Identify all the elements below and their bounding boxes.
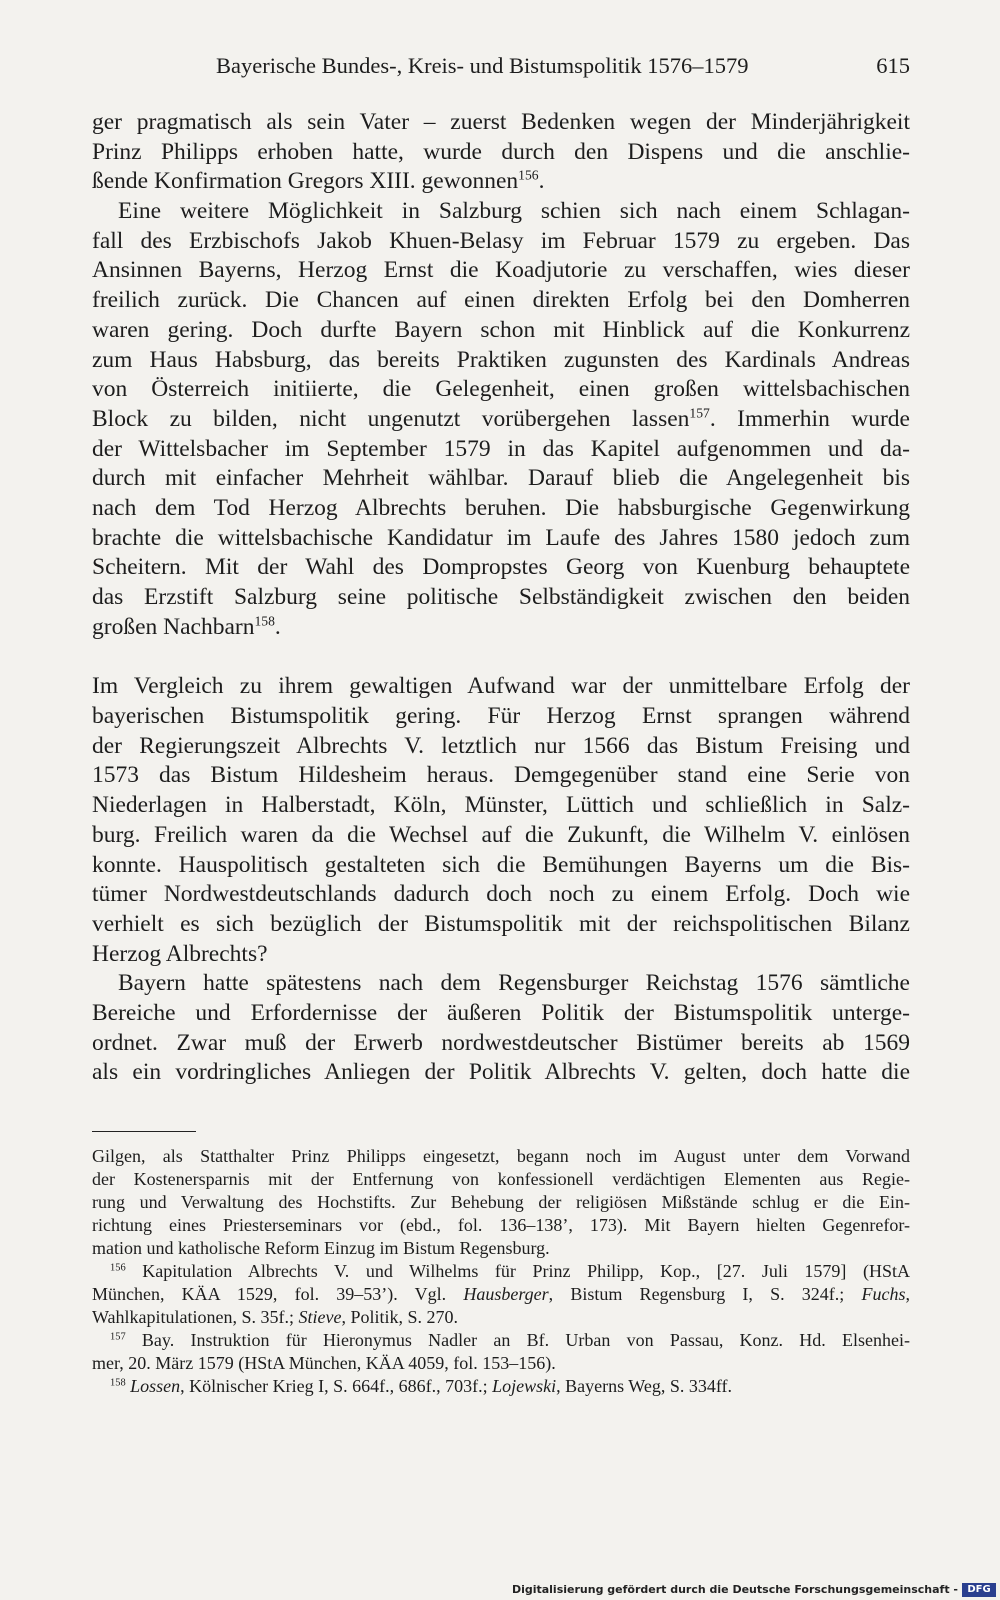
footnote-number: 158 (110, 1377, 126, 1389)
footnote-158 (92, 1375, 910, 1398)
text-line: ordnet. Zwar muß der Erwerb nordwestdeutscher Bistümer bereits ab 1569 (92, 1029, 910, 1056)
text-line: Niederlagen in Halberstadt, Köln, Münster, Lüttich und schließlich in Salz- (92, 792, 910, 819)
text-line: als ein vordringliches Anliegen der Politik Albrechts V. gelten, doch hatte die (92, 1059, 910, 1086)
text-line: bayerischen Bistumspolitik gering. Für Herzog Ernst sprangen während (92, 703, 910, 730)
text-line: waren gering. Doch durfte Bayern schon mit Hinblick auf die Konkurrenz (92, 316, 910, 343)
text-line: durch mit einfacher Mehrheit wählbar. Darauf blieb die Angelegenheit bis (92, 465, 910, 492)
text-line: zum Haus Habsburg, das bereits Praktiken zugunsten des Kardinals Andreas (92, 346, 910, 373)
text-line: von Österreich initiierte, die Gelegenheit, einen großen wittelsbachischen (92, 376, 910, 403)
footnote-number: 156 (110, 1262, 126, 1274)
text-segment: . (274, 613, 281, 640)
footnote-line: rung und Verwaltung des Hochstifts. Zur Behebung der religiösen Mißstände schlug er die Ein- (92, 1192, 910, 1212)
section-gap (92, 642, 910, 672)
text-line: ger pragmatisch als sein Vater – zuerst Bedenken wegen der Minderjährigkeit (92, 109, 910, 135)
text-line: fall des Erzbischofs Jakob Khuen-Belasy im Februar 1579 zu ergeben. Das (92, 227, 910, 254)
footnote-number: 157 (110, 1331, 126, 1343)
text-line: Bereiche und Erfordernisse der äußeren Politik der Bistumspolitik unterge- (92, 999, 910, 1026)
text-segment: München, KÄA 1529, fol. 39–53’). Vgl. (92, 1284, 464, 1304)
author-name: Lojewski (492, 1376, 557, 1396)
text-segment: Block zu bilden, nicht ungenutzt vorübergehen lassen (92, 405, 690, 432)
text-segment: , Bistum Regensburg I, S. 324f.; (548, 1284, 862, 1304)
text-line: Prinz Philipps erhoben hatte, wurde durch den Dispens und die anschlie- (92, 138, 910, 165)
text-segment: , Politik, S. 270. (341, 1307, 459, 1327)
footnote-line: richtung eines Priesterseminars vor (ebd., fol. 136–138’, 173). Mit Bayern hielten Gegenrefor- (92, 1215, 910, 1235)
footnote-ref[interactable]: 156 (518, 167, 539, 183)
page-number: 615 (876, 53, 910, 78)
text-line: burg. Freilich waren da die Wechsel auf die Zukunft, die Wilhelm V. einlösen (92, 821, 910, 848)
footnote-line: mation und katholische Reform Einzug im Bistum Regensburg. (92, 1238, 550, 1258)
dfg-logo: DFG (962, 1583, 996, 1597)
footnote-line: Gilgen, als Statthalter Prinz Philipps eingesetzt, begann noch im August unter dem Vorwand (92, 1146, 910, 1166)
footnote-line (92, 1306, 910, 1329)
text-line: der Wittelsbacher im September 1579 in das Kapitel aufgenommen und da- (92, 435, 910, 462)
text-line: tümer Nordwestdeutschlands dadurch doch noch zu einem Erfolg. Doch wie (92, 881, 910, 908)
text-line: brachte die wittelsbachische Kandidatur im Laufe des Jahres 1580 jedoch zum (92, 524, 910, 551)
body-text (92, 108, 910, 1088)
text-segment: ßende Konfirmation Gregors XIII. gewonnen (92, 168, 519, 195)
text-segment: . (538, 168, 545, 195)
text-line: Herzog Albrechts? (92, 940, 268, 967)
running-head (92, 50, 910, 82)
text-line (92, 167, 910, 197)
text-line: das Erzstift Salzburg seine politische Selbständigkeit zwischen den beiden (92, 584, 910, 610)
footnotes (92, 1145, 910, 1398)
footnote-line: mer, 20. März 1579 (HStA München, KÄA 4059, fol. 153–156). (92, 1353, 556, 1373)
text-line: verhielt es sich bezüglich der Bistumspolitik mit der reichspolitischen Bilanz (92, 910, 910, 937)
footnote-ref[interactable]: 157 (689, 405, 710, 421)
funding-bar (0, 1578, 1000, 1600)
author-name: Fuchs (861, 1284, 906, 1304)
text-line: der Regierungszeit Albrechts V. letztlich nur 1566 das Bistum Freising und (92, 732, 910, 759)
text-line: Im Vergleich zu ihrem gewaltigen Aufwand war der unmittelbare Erfolg der (92, 673, 910, 700)
text-line: konnte. Hauspolitisch gestalteten sich die Bemühungen Bayerns um die Bis- (92, 851, 910, 878)
text-segment: Bay. Instruktion für Hieronymus Nadler an Bf. Urban von Passau, Konz. Hd. Elsenhei- (141, 1330, 910, 1350)
text-segment: großen Nachbarn (92, 613, 255, 640)
footnote-ref[interactable]: 158 (254, 613, 275, 629)
text-line: nach dem Tod Herzog Albrechts beruhen. Die habsburgische Gegenwirkung (92, 494, 910, 521)
text-line: Ansinnen Bayerns, Herzog Ernst die Koadjutorie zu verschaffen, wies dieser (92, 257, 910, 284)
text-line: freilich zurück. Die Chancen auf einen direkten Erfolg bei den Domherren (92, 287, 910, 314)
text-line: 1573 das Bistum Hildesheim heraus. Demgegenüber stand eine Serie von (92, 762, 910, 789)
footnote-line (92, 1283, 910, 1306)
text-segment: Wahlkapitulationen, S. 35f.; (92, 1307, 299, 1327)
text-segment: , Bayerns Weg, S. 334ff. (556, 1376, 733, 1396)
footnote-separator (92, 1131, 196, 1132)
text-line (92, 405, 910, 435)
footnote-156 (92, 1260, 910, 1283)
funding-notice: Digitalisierung gefördert durch die Deutsche Forschungsgemeinschaft - (511, 1583, 958, 1596)
text-line: Scheitern. Mit der Wahl des Dompropstes Georg von Kuenburg behauptete (92, 554, 910, 581)
author-name: Lossen (130, 1376, 181, 1396)
text-segment: . Immerhin wurde (709, 405, 910, 432)
running-title: Bayerische Bundes-, Kreis- und Bistumspolitik 1576–1579 (216, 53, 749, 78)
footnote-line: der Kostenersparnis mit der Entfernung von konfessionell verdächtigen Elementen aus Regie- (92, 1169, 910, 1189)
text-segment: , (905, 1284, 910, 1304)
footnote-157 (92, 1329, 910, 1352)
text-line (92, 613, 910, 643)
author-name: Hausberger (463, 1284, 549, 1304)
text-segment: , Kölnischer Krieg I, S. 664f., 686f., 703f.; (180, 1376, 493, 1396)
text-line: Bayern hatte spätestens nach dem Regensburger Reichstag 1576 sämtliche (118, 970, 910, 997)
text-line: Eine weitere Möglichkeit in Salzburg schien sich nach einem Schlagan- (118, 198, 910, 225)
text-segment: Kapitulation Albrechts V. und Wilhelms für Prinz Philipp, Kop., [27. Juli 1579] (HStA (142, 1261, 911, 1281)
author-name: Stieve (298, 1307, 342, 1327)
